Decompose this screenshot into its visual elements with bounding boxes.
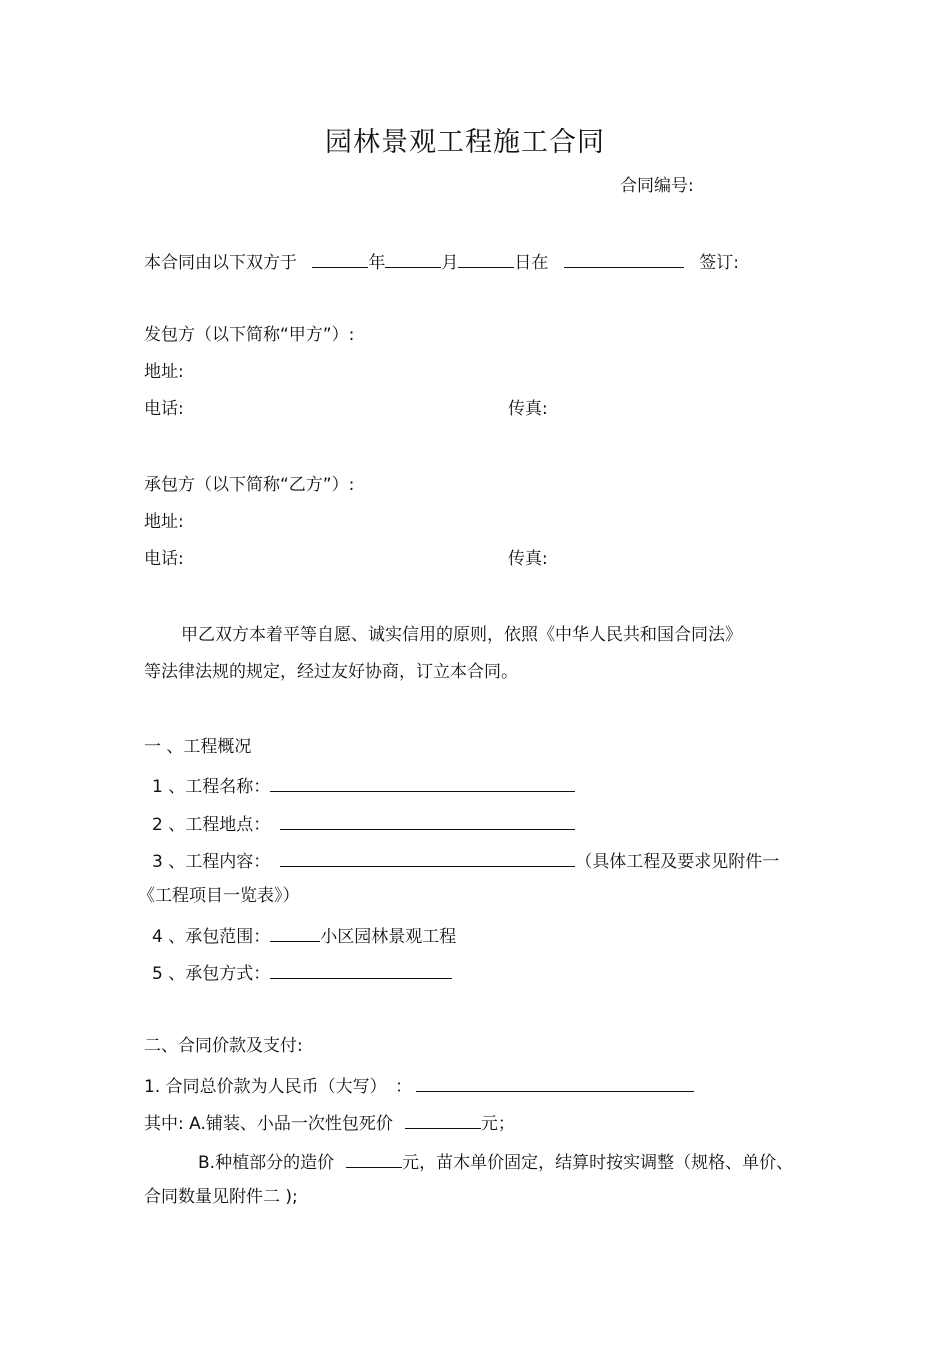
price-b-continued: 合同数量见附件二 ); (144, 1187, 298, 1207)
project-content-suffix: （具体工程及要求见附件一 (575, 852, 780, 872)
party-a-label: 发包方（以下简称“甲方”）: (144, 325, 355, 345)
place-blank (564, 249, 684, 268)
project-location-row (152, 811, 575, 836)
contract-method-row (152, 960, 452, 985)
section-1-heading: 一 、工程概况 (144, 737, 252, 757)
contract-scope-blank (270, 923, 320, 942)
price-b-label: B.种植部分的造价 (198, 1153, 335, 1173)
project-content-row (152, 848, 779, 873)
contract-scope-text: 小区园林景观工程 (320, 927, 457, 947)
party-a-fax: 传真: (508, 399, 548, 419)
project-content-label: 3 、工程内容： (152, 852, 271, 872)
price-a-label: 其中: A.铺装、小品一次性包死价 (144, 1114, 393, 1134)
intro-prefix: 本合同由以下双方于 (144, 253, 297, 273)
price-a-unit: 元； (480, 1114, 515, 1134)
price-b-text: 元，苗木单价固定，结算时按实调整（规格、单价、 (402, 1153, 794, 1173)
project-location-blank (280, 811, 575, 830)
contract-number-label: 合同编号: (620, 176, 694, 196)
total-price-label: 1. 合同总价款为人民币（大写） ： (144, 1077, 413, 1097)
intro-line (144, 249, 739, 274)
price-b-row (198, 1149, 793, 1174)
total-price-blank (416, 1073, 694, 1092)
contract-scope-label: 4 、承包范围： (152, 927, 271, 947)
preamble-line-2: 等法律法规的规定，经过友好协商，订立本合同。 (144, 662, 518, 682)
project-name-blank (270, 773, 575, 792)
party-b-fax: 传真: (508, 549, 548, 569)
contract-method-blank (270, 960, 452, 979)
party-b-address: 地址: (144, 512, 184, 532)
section-2-heading: 二、合同价款及支付: (144, 1036, 303, 1056)
signed-label: 签订: (699, 253, 739, 273)
month-label: 月 (441, 253, 459, 273)
party-a-address: 地址: (144, 362, 184, 382)
day-at-label: 日在 (514, 253, 549, 273)
document-title: 园林景观工程施工合同 (325, 127, 605, 158)
party-a-phone: 电话: (144, 399, 184, 419)
project-content-blank (280, 848, 575, 867)
project-name-row (152, 773, 575, 798)
day-blank (458, 249, 514, 268)
project-name-label: 1 、工程名称： (152, 777, 271, 797)
year-blank (312, 249, 368, 268)
project-content-continued: 《工程项目一览表》） (138, 886, 300, 906)
preamble-line-1: 甲乙双方本着平等自愿、诚实信用的原则，依照《中华人民共和国合同法》 (181, 625, 742, 645)
party-b-label: 承包方（以下简称“乙方”）: (144, 475, 355, 495)
price-a-blank (405, 1110, 481, 1129)
total-price-row (144, 1073, 694, 1098)
party-b-phone: 电话: (144, 549, 184, 569)
project-location-label: 2 、工程地点： (152, 815, 271, 835)
price-a-row (144, 1110, 515, 1135)
price-b-blank (346, 1149, 402, 1168)
contract-scope-row (152, 923, 456, 948)
month-blank (385, 249, 441, 268)
year-label: 年 (368, 253, 386, 273)
contract-method-label: 5 、承包方式： (152, 964, 271, 984)
